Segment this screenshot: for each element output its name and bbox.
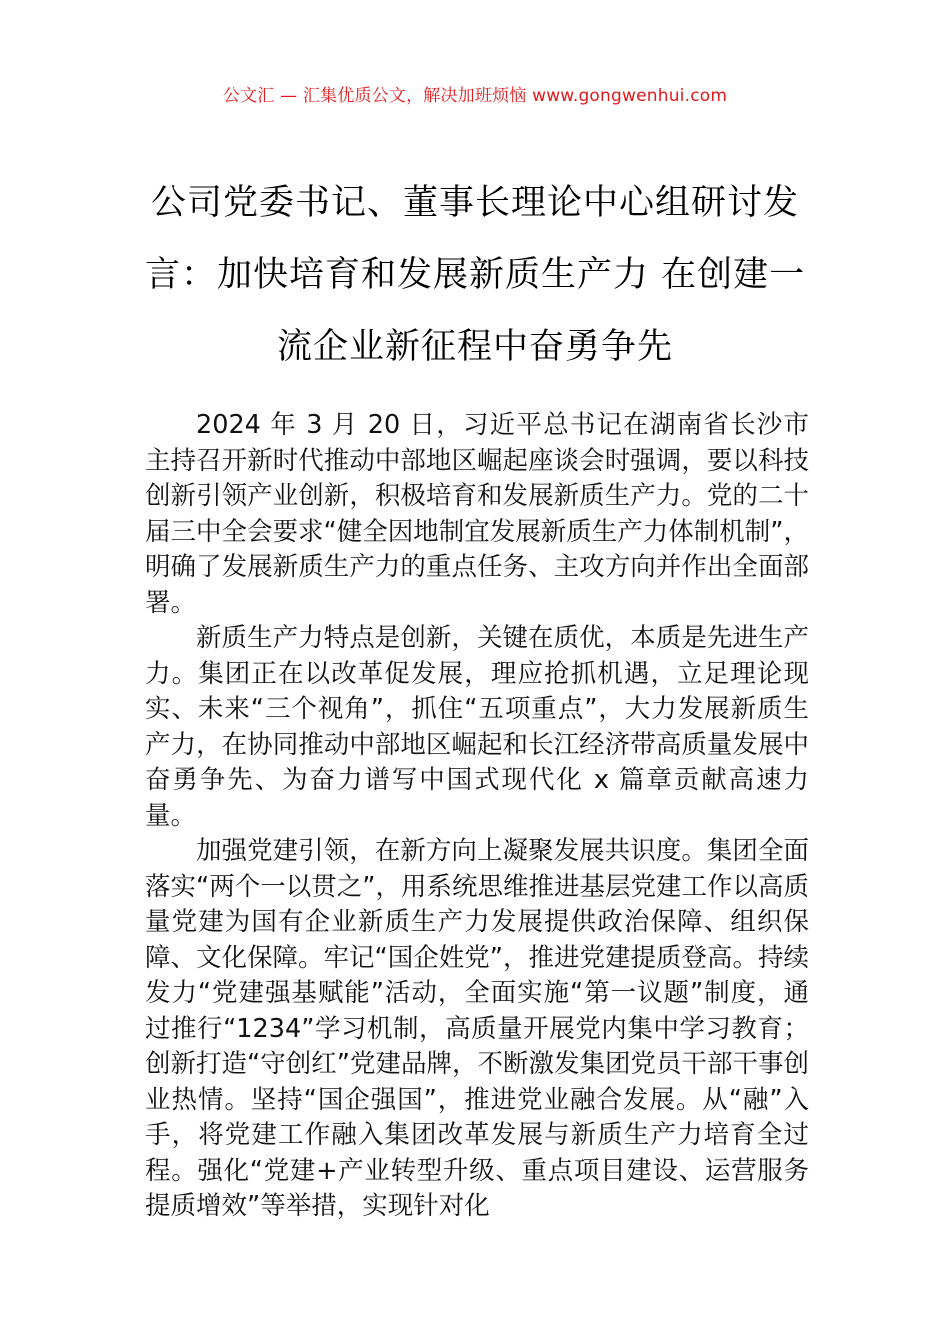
document-title — [145, 167, 805, 383]
site-banner: 公文汇 — 汇集优质公文，解决加班烦恼 www.gongwenhui.com — [222, 86, 728, 106]
title-line-3: 流企业新征程中奋勇争先 — [276, 327, 673, 367]
paragraph-1: 2024 年 3 月 20 日，习近平总书记在湖南省长沙市主持召开新时代推动中部地区崛起座谈会时强调，要以科技创新引领产业创新，积极培育和发展新质生产力。党的二十届三中全会要求“健全因地制宜发展新质生产力体制机制”，明确了发展新质生产力的重点任务、主攻方向并作出全面部署。 — [145, 410, 809, 618]
document-body — [145, 408, 809, 1225]
paragraph-2: 新质生产力特点是创新，关键在质优，本质是先进生产力。集团正在以改革促发展，理应抢抓机遇，立足理论现实、未来“三个视角”，抓住“五项重点”，大力发展新质生产力，在协同推动中部地区崛起和长江经济带高质量发展中奋勇争先、为奋力谱写中国式现代化 x 篇章贡献高速力量。 — [145, 623, 809, 831]
paragraph-3: 加强党建引领，在新方向上凝聚发展共识度。集团全面落实“两个一以贯之”，用系统思维推进基层党建工作以高质量党建为国有企业新质生产力发展提供政治保障、组织保障、文化保障。牢记“国企姓党”，推进党建提质登高。持续发力“党建强基赋能”活动，全面实施“第一议题”制度，通过推行“1234”学习机制，高质量开展党内集中学习教育；创新打造“守创红”党建品牌，不断激发集团党员干部干事创业热情。坚持“国企强国”，推进党业融合发展。从“融”入手，将党建工作融入集团改革发展与新质生产力培育全过程。强化“党建+产业转型升级、重点项目建设、运营服务提质增效”等举措，实现针对化 — [145, 836, 809, 1221]
title-line-1: 公司党委书记、董事长理论中心组研讨发 — [150, 183, 799, 223]
title-line-2: 言：加快培育和发展新质生产力 在创建一 — [145, 255, 806, 295]
